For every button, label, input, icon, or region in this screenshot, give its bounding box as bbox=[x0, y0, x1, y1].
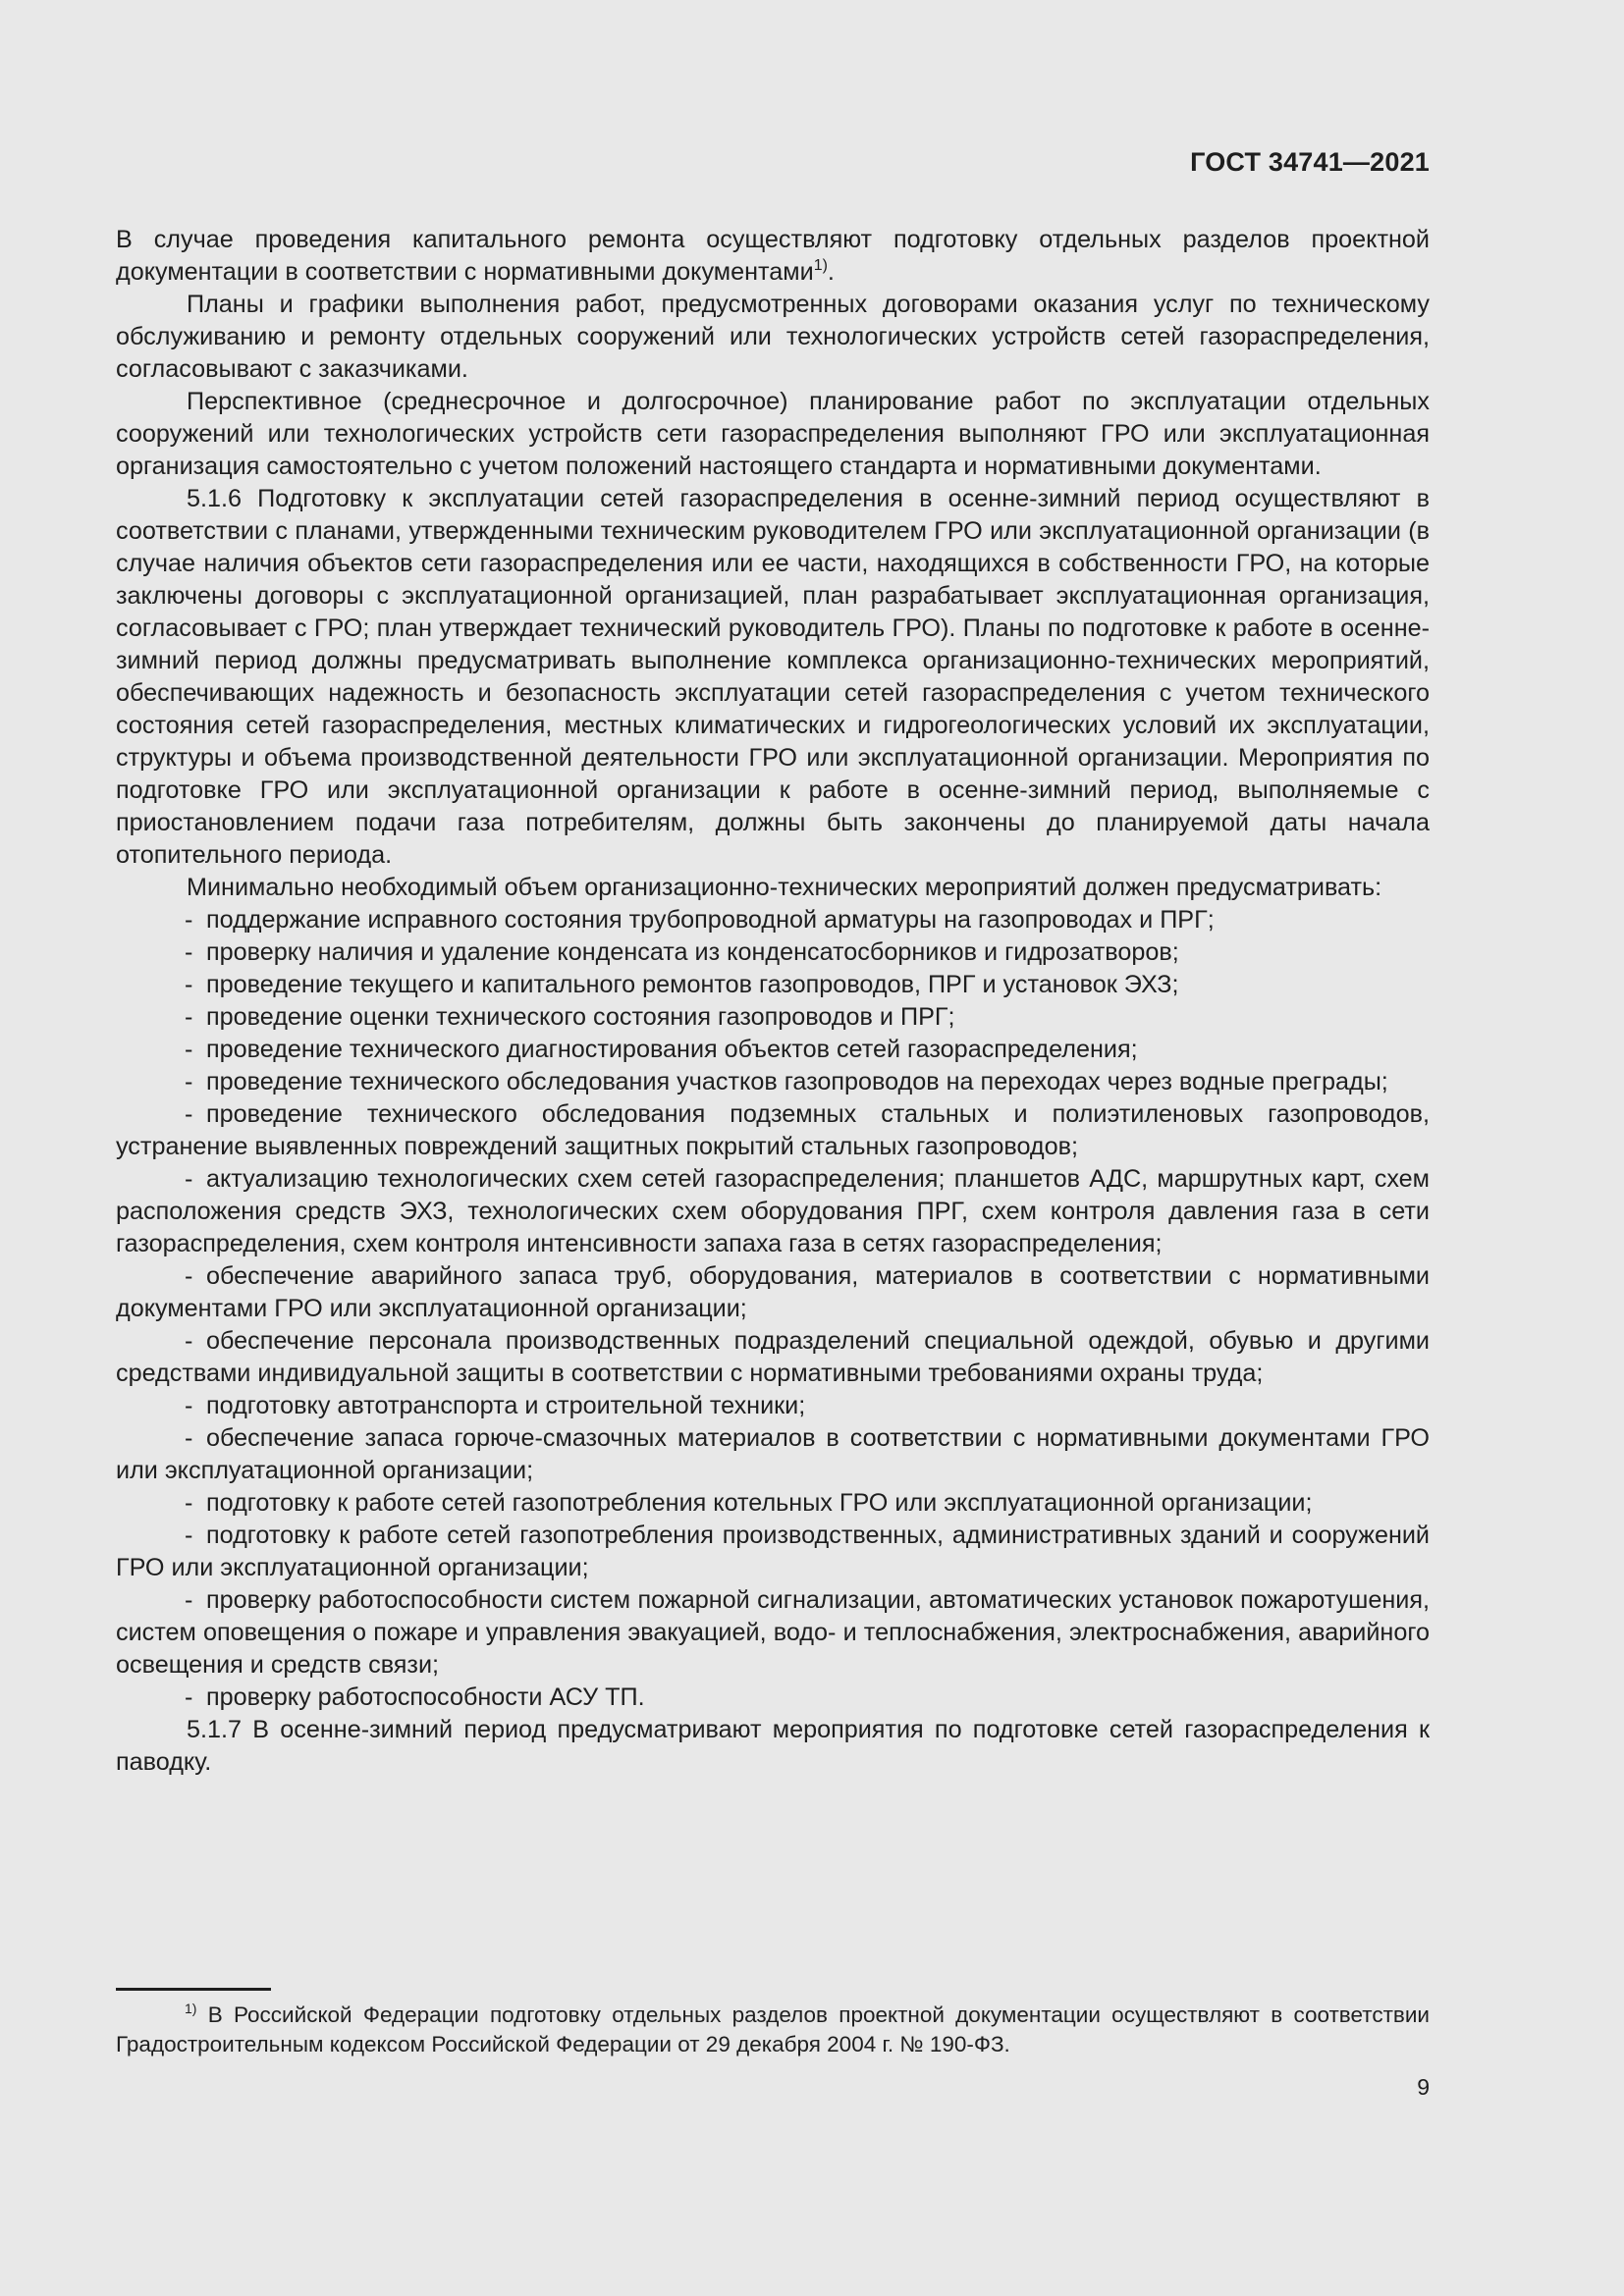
list-dash: - bbox=[185, 1165, 193, 1193]
list-item bbox=[116, 1422, 1430, 1487]
list-dash: - bbox=[185, 1489, 193, 1517]
list-item bbox=[116, 1682, 1430, 1714]
list-item-text: поддержание исправного состояния трубопроводной арматуры на газопроводах и ПРГ; bbox=[206, 906, 1215, 934]
footnote-text: В Российской Федерации подготовку отдельных разделов проектной документации осуществляют в соответствии Градостроительным кодексом Российской Федерации от 29 декабря 2004 г. № 190-ФЗ. bbox=[116, 2002, 1430, 2056]
list-item-text: подготовку автотранспорта и строительной техники; bbox=[206, 1392, 806, 1419]
list-dash: - bbox=[185, 938, 193, 966]
list-item bbox=[116, 969, 1430, 1001]
list-item-text: проведение оценки технического состояния газопроводов и ПРГ; bbox=[206, 1003, 955, 1031]
paragraph-5-1-6: 5.1.6 Подготовку к эксплуатации сетей газораспределения в осенне-зимний период осуществляют в соответствии с планами, утвержденными техническим руководителем ГРО или эксплуатационной организации (в случае наличия объектов сети газораспределения или ее части, находящихся в собственности ГРО, на которые заключены договоры с эксплуатационной организацией, план разрабатывает эксплуатационная организация, согласовывает с ГРО; план утверждает технический руководитель ГРО). Планы по подготовке к работе в осенне-зимний период должны предусматривать выполнение комплекса организационно-технических мероприятий, обеспечивающих надежность и безопасность эксплуатации сетей газораспределения с учетом технического состояния сетей газораспределения, местных климатических и гидрогеологических условий их эксплуатации, структуры и объема производственной деятельности ГРО или эксплуатационной организации. Мероприятия по подготовке ГРО или эксплуатационной организации к работе в осенне-зимний период, выполняемые с приостановлением подачи газа потребителям, должны быть закончены до планируемой даты начала отопительного периода. bbox=[116, 485, 1430, 869]
list-item bbox=[116, 1325, 1430, 1390]
list-item-text: проведение текущего и капитального ремонтов газопроводов, ПРГ и установок ЭХЗ; bbox=[206, 971, 1179, 998]
paragraph-capital-repair bbox=[116, 224, 1430, 289]
list-item bbox=[116, 1584, 1430, 1682]
list-dash: - bbox=[185, 906, 193, 934]
list-dash: - bbox=[185, 1683, 193, 1711]
list-item bbox=[116, 1098, 1430, 1163]
list-item-text: подготовку к работе сетей газопотребления производственных, административных зданий и сооружений ГРО или эксплуатационной организации; bbox=[116, 1522, 1430, 1581]
list-item-text: проведение технического обследования участков газопроводов на переходах через водные преграды; bbox=[206, 1068, 1388, 1095]
list-dash: - bbox=[185, 1392, 193, 1419]
footnote-reference: 1) bbox=[813, 257, 828, 274]
list-dash: - bbox=[185, 1068, 193, 1095]
list-item bbox=[116, 1001, 1430, 1034]
list-item-text: подготовку к работе сетей газопотребления котельных ГРО или эксплуатационной организации; bbox=[206, 1489, 1313, 1517]
list-item-text: обеспечение аварийного запаса труб, оборудования, материалов в соответствии с нормативными документами ГРО или эксплуатационной организации; bbox=[116, 1262, 1430, 1322]
list-item-text: обеспечение запаса горюче-смазочных материалов в соответствии с нормативными документами ГРО или эксплуатационной организации; bbox=[116, 1424, 1430, 1484]
list-item bbox=[116, 936, 1430, 969]
footnote bbox=[116, 2001, 1430, 2059]
footnote-paragraph bbox=[116, 2001, 1430, 2059]
list-dash: - bbox=[185, 1003, 193, 1031]
page-number: 9 bbox=[1417, 2074, 1430, 2100]
list-dash: - bbox=[185, 1262, 193, 1290]
list-item-text: проведение технического диагностирования объектов сетей газораспределения; bbox=[206, 1036, 1138, 1063]
paragraph-end: . bbox=[827, 258, 835, 286]
paragraph-plans: Планы и графики выполнения работ, предусмотренных договорами оказания услуг по техническому обслуживанию и ремонту отдельных сооружений или технологических устройств сетей газораспределения, согласовывают с заказчиками. bbox=[116, 291, 1430, 383]
document-body bbox=[116, 224, 1430, 1779]
document-page bbox=[116, 0, 1430, 2296]
list-item bbox=[116, 904, 1430, 936]
list-dash: - bbox=[185, 971, 193, 998]
list-item bbox=[116, 1066, 1430, 1098]
list-item-text: обеспечение персонала производственных подразделений специальной одеждой, обувью и другими средствами индивидуальной защиты в соответствии с нормативными требованиями охраны труда; bbox=[116, 1327, 1430, 1387]
list-item-text: проведение технического обследования подземных стальных и полиэтиленовых газопроводов, устранение выявленных повреждений защитных покрытий стальных газопроводов; bbox=[116, 1100, 1430, 1160]
list-item bbox=[116, 1260, 1430, 1325]
footnote-marker: 1) bbox=[185, 2001, 197, 2016]
list-item-text: проверку работоспособности АСУ ТП. bbox=[206, 1683, 645, 1711]
list-item bbox=[116, 1520, 1430, 1584]
list-item-text: актуализацию технологических схем сетей газораспределения; планшетов АДС, маршрутных карт, схем расположения средств ЭХЗ, технологических схем оборудования ПРГ, схем контроля давления газа в сети газораспределения, схем контроля интенсивности запаха газа в сетях газораспределения; bbox=[116, 1165, 1430, 1257]
list-dash: - bbox=[185, 1327, 193, 1355]
paragraph-text: В случае проведения капитального ремонта осуществляют подготовку отдельных разделов проектной документации в соответствии с нормативными документами bbox=[116, 226, 1430, 286]
list-item bbox=[116, 1390, 1430, 1422]
list-dash: - bbox=[185, 1100, 193, 1128]
footnote-separator bbox=[116, 1988, 271, 1991]
list-dash: - bbox=[185, 1036, 193, 1063]
list-dash: - bbox=[185, 1586, 193, 1614]
list-item-text: проверку работоспособности систем пожарной сигнализации, автоматических установок пожаротушения, систем оповещения о пожаре и управления эвакуацией, водо- и теплоснабжения, электроснабжения, аварийного освещения и средств связи; bbox=[116, 1586, 1430, 1679]
document-header: ГОСТ 34741—2021 bbox=[1190, 147, 1430, 177]
paragraph-5-1-7: 5.1.7 В осенне-зимний период предусматривают мероприятия по подготовке сетей газораспределения к паводку. bbox=[116, 1716, 1430, 1776]
list-dash: - bbox=[185, 1522, 193, 1549]
paragraph-minimum-scope: Минимально необходимый объем организационно-технических мероприятий должен предусматривать: bbox=[187, 874, 1382, 901]
list-item bbox=[116, 1034, 1430, 1066]
list-item bbox=[116, 1163, 1430, 1260]
list-item bbox=[116, 1487, 1430, 1520]
list-dash: - bbox=[185, 1424, 193, 1452]
paragraph-planning: Перспективное (среднесрочное и долгосрочное) планирование работ по эксплуатации отдельных сооружений или технологических устройств сети газораспределения выполняют ГРО или эксплуатационная организация самостоятельно с учетом положений настоящего стандарта и нормативными документами. bbox=[116, 388, 1430, 480]
list-item-text: проверку наличия и удаление конденсата из конденсатосборников и гидрозатворов; bbox=[206, 938, 1179, 966]
